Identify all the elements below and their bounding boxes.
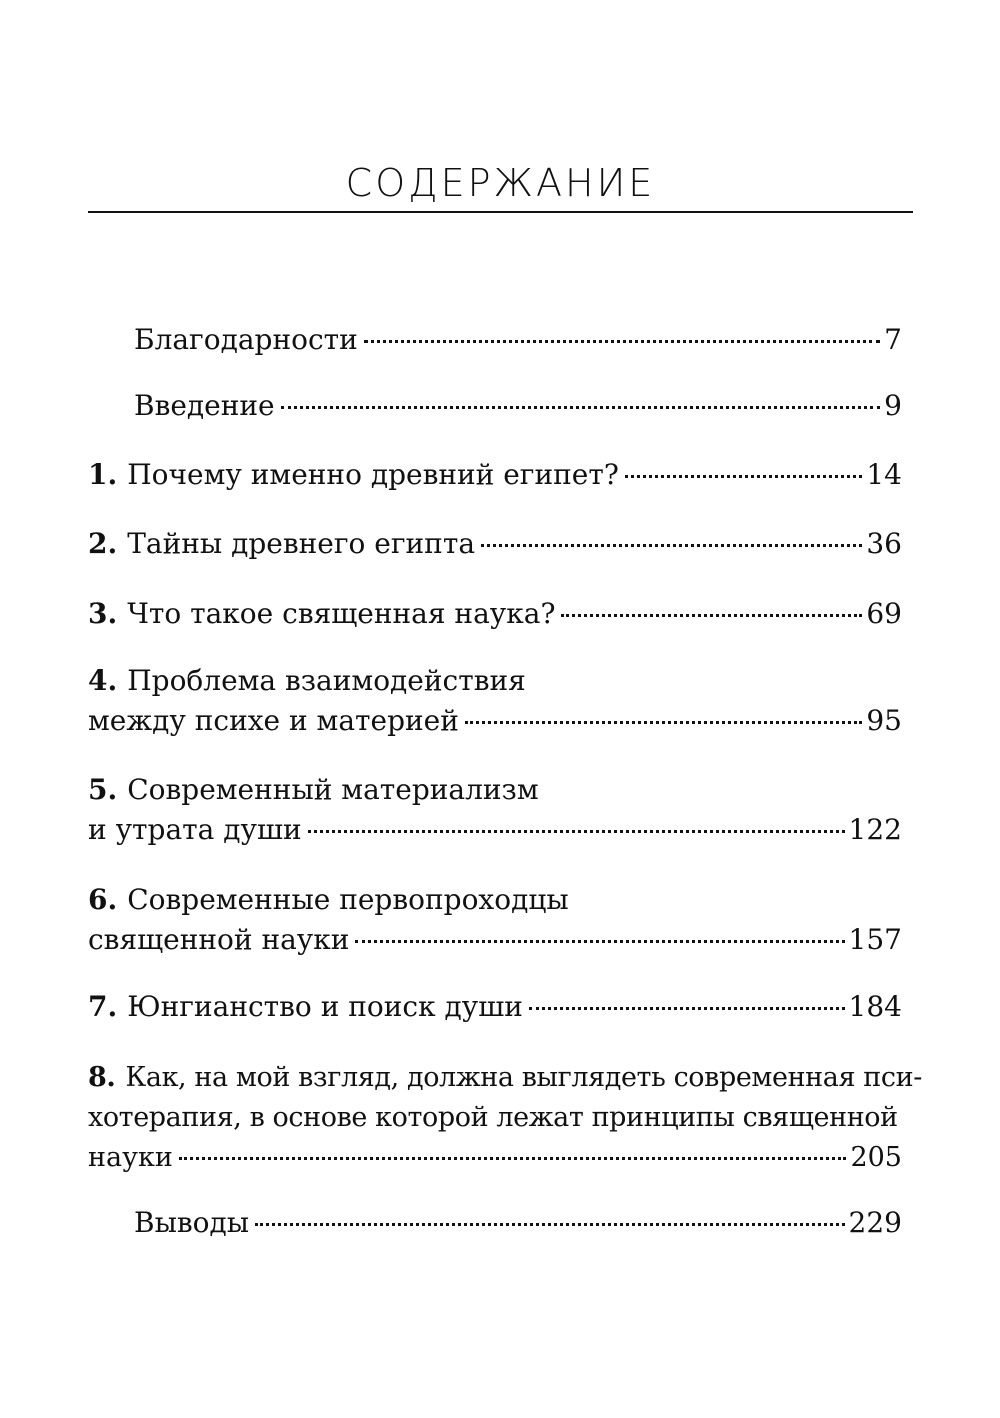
dot-leader xyxy=(308,830,845,833)
toc-entry-chapter-3[interactable] xyxy=(88,594,902,634)
toc-entry-title: Что такое священная наука? xyxy=(127,597,556,630)
toc-entry-title-continued: между психе и материей xyxy=(88,704,459,737)
dot-leader xyxy=(625,475,862,478)
dot-leader xyxy=(481,544,862,547)
toc-entry-title: Проблема взаимодействия xyxy=(127,664,526,697)
toc-entry-chapter-1[interactable] xyxy=(88,455,902,495)
chapter-number: 2. xyxy=(88,527,118,560)
dot-leader xyxy=(281,406,881,409)
toc-entry-title-continued: науки xyxy=(88,1142,173,1173)
toc-entry-conclusions[interactable] xyxy=(88,1203,902,1243)
dot-leader xyxy=(465,721,862,724)
dot-leader xyxy=(179,1157,847,1160)
toc-page-number: 229 xyxy=(848,1206,902,1239)
toc-entry-title: Введение xyxy=(134,389,275,422)
chapter-number: 5. xyxy=(88,773,118,806)
dot-leader xyxy=(355,940,844,943)
toc-entry-chapter-6[interactable] xyxy=(88,880,902,960)
toc-entry-title: Тайны древнего египта xyxy=(127,527,476,560)
toc-entry-title: Современный материализм xyxy=(127,773,539,806)
toc-entry-title: Юнгианство и поиск души xyxy=(127,990,523,1023)
toc-entry-chapter-4[interactable] xyxy=(88,661,902,741)
toc-page-number: 122 xyxy=(848,813,902,846)
toc-page-number: 36 xyxy=(866,527,902,560)
toc-page-number: 205 xyxy=(850,1142,902,1173)
chapter-number: 3. xyxy=(88,597,118,630)
chapter-number: 1. xyxy=(88,458,118,491)
toc-entry-chapter-7[interactable] xyxy=(88,987,902,1027)
toc-page-number: 95 xyxy=(866,704,902,737)
toc-entry-acknowledgements[interactable] xyxy=(88,320,902,360)
toc-page-number: 184 xyxy=(848,990,902,1023)
toc-entry-title: Выводы xyxy=(134,1206,250,1239)
toc-page-number: 157 xyxy=(848,923,902,956)
toc-entry-title: Благодарности xyxy=(134,323,358,356)
toc-entry-introduction[interactable] xyxy=(88,386,902,426)
toc-page-number: 7 xyxy=(884,323,902,356)
page-title: СОДЕРЖАНИЕ xyxy=(345,161,656,205)
toc-entry-title-continued: хотерапия, в основе которой лежат принципы священной xyxy=(88,1102,898,1133)
toc-entry-title: Современные первопроходцы xyxy=(127,883,569,916)
toc-entry-title-continued: и утрата души xyxy=(88,813,302,846)
dot-leader xyxy=(561,614,862,617)
toc-entry-title: Почему именно древний египет? xyxy=(127,458,619,491)
toc-entry-title: Как, на мой взгляд, должна выглядеть современная пси- xyxy=(125,1062,922,1093)
dot-leader xyxy=(255,1223,845,1226)
chapter-number: 8. xyxy=(88,1062,116,1093)
dot-leader xyxy=(364,340,880,343)
toc-entry-chapter-2[interactable] xyxy=(88,524,902,564)
chapter-number: 6. xyxy=(88,883,118,916)
title-underline xyxy=(88,211,913,213)
dot-leader xyxy=(529,1007,845,1010)
toc-entry-title-continued: священной науки xyxy=(88,923,350,956)
toc-page-number: 14 xyxy=(866,458,902,491)
toc-entry-chapter-8[interactable] xyxy=(88,1058,922,1178)
toc-entry-chapter-5[interactable] xyxy=(88,770,902,850)
chapter-number: 4. xyxy=(88,664,118,697)
chapter-number: 7. xyxy=(88,990,118,1023)
toc-page-number: 69 xyxy=(866,597,902,630)
toc-page-number: 9 xyxy=(884,389,902,422)
